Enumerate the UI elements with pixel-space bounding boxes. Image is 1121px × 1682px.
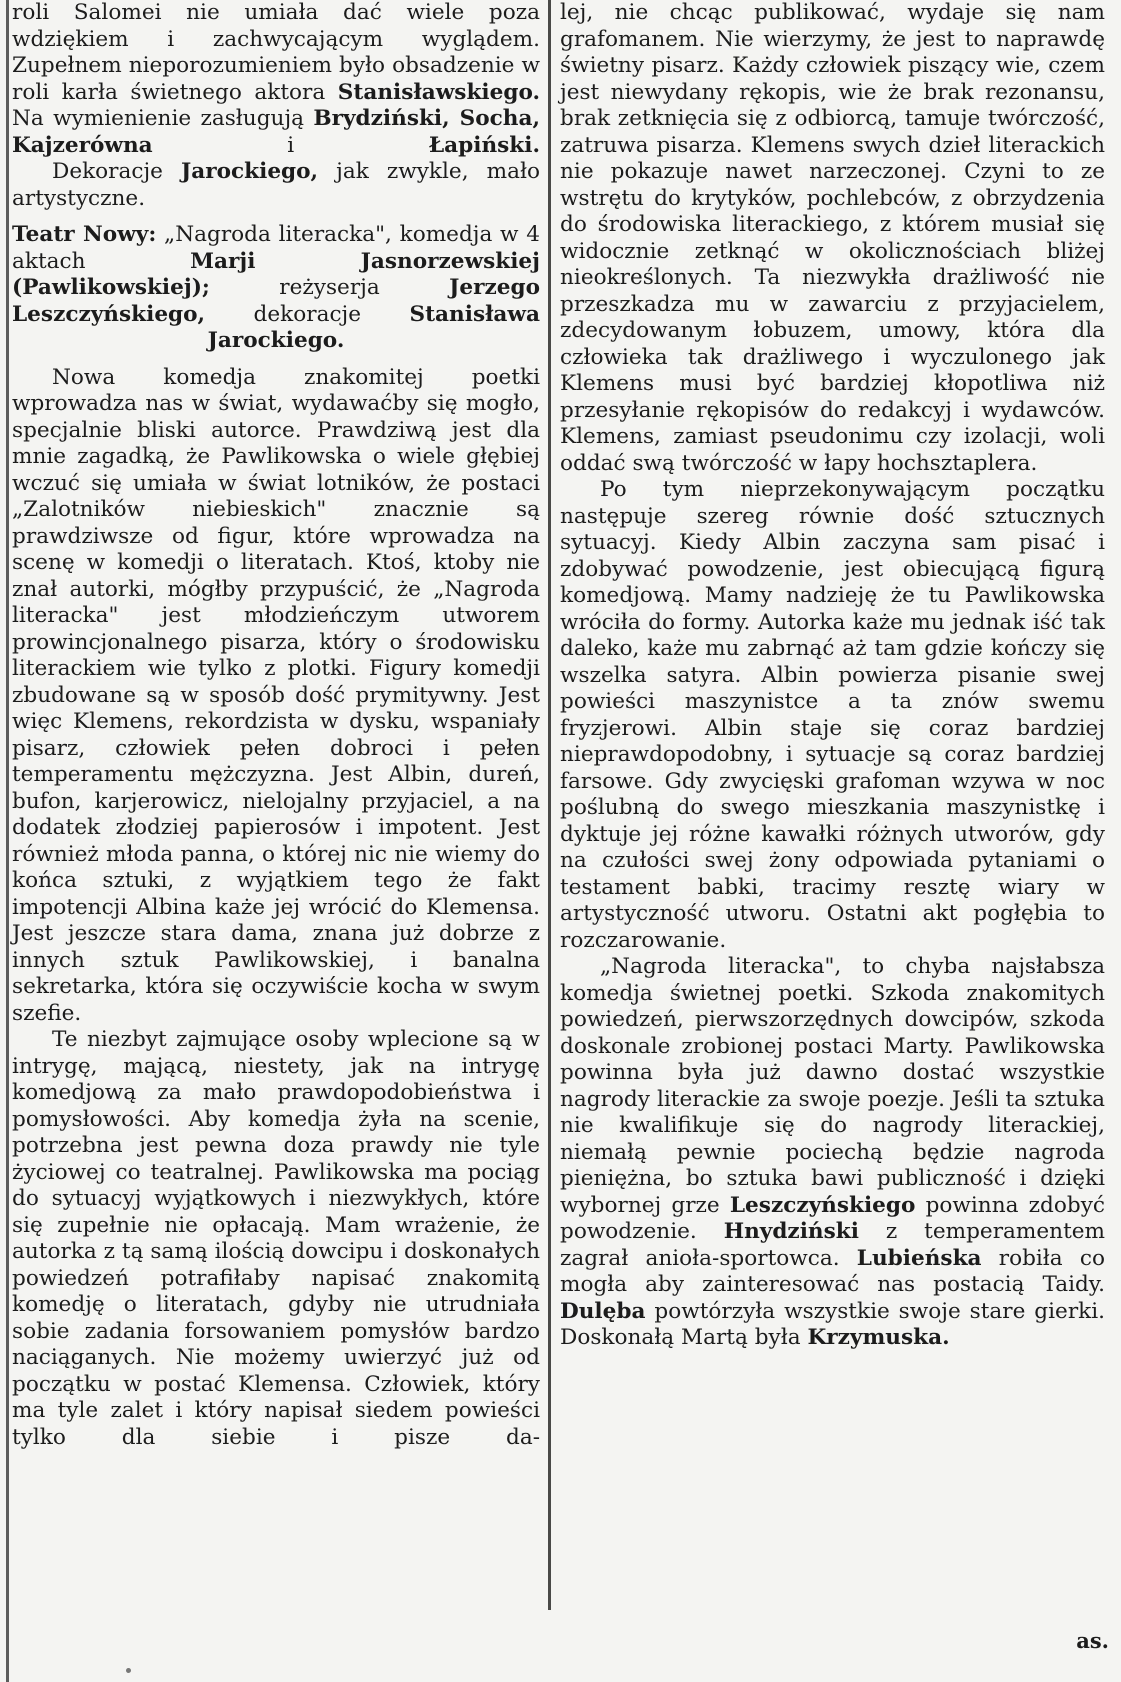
print-speck [126,1668,131,1673]
review-heading: Teatr Nowy: „Nagroda literacka", komedja w 4 aktach Marji Jasnorzewskiej (Pawlikowskiej); reżyserja Jerzego Leszczyńskiego, dekoracje Stanisława Jarockiego. [12,222,541,353]
paragraph-conclusion: „Nagroda literacka", to chyba najsłabsza komedja świetnej poetki. Szkoda znakomitych powiedzeń, pierwszorzędnych dowcipów, szkoda doskonale zrobionej postaci Marty. Pawlikowska powinna była już dawno dostać wszystkie nagrody literackie za swoje poezje. Jeśli ta sztuka nie kwalifikuje się do nagrody literackiej, niemałą pewnie pociechą będzie nagroda pieniężna, bo sztuka bawi publiczność i dzięki wybornej grze Leszczyńskiego powinna zdobyć powodzenie. Hnydziński z temperamentem zagrał anioła-sportowca. Lubieńska robiła co mogła aby zainteresować nas postacią Taidy. Dulęba powtórzyła wszystkie swoje stare gierki. Doskonałą Martą była Krzymuska. [560,954,1106,1350]
left-margin-rule [6,0,9,1682]
paragraph-review-intro: Nowa komedja znakomitej poetki wprowadza nas w świat, wydawaćby się mogło, specjalnie bliski autorce. Prawdziwą jest dla mnie zagadką, że Pawlikowska o wiele głębiej wczuć się umiała w świat lotników, że postaci „Zalotników niebieskich" znacznie są prawdziwsze od figur, które wprowadza na scenę w komedji o literatach. Ktoś, ktoby nie znał autorki, mógłby przypuścić, że „Nagroda literacka" jest młodzieńczym utworem prowincjonalnego pisarza, który o środowisku literackiem wie tylko z plotki. Figury komedji zbudowane są w sposób dość prymitywny. Jest więc Klemens, rekordzista w dysku, wspaniały pisarz, człowiek pełen dobroci i pełen temperamentu mężczyzna. Jest Albin, dureń, bufon, karjerowicz, nielojalny przyjaciel, a na dodatek złodziej papierosów i impotent. Jest również młoda panna, o której nic nie wiemy do końca sztuki, z wyjątkiem tego że fakt impotencji Albina każe jej wrócić do Klemensa. Jest jeszcze stara dama, znana już dobrze z innych sztuk Pawlikowskiej, i banalna sekretarka, która się oczywiście kocha w swym szefie. [12,364,540,1026]
column-divider-rule [548,0,551,1610]
paragraph-decorations: Dekoracje Jarockiego, jak zwykle, mało artystyczne. [12,159,540,211]
paragraph-albin: Po tym nieprzekonywającym początku następuje szereg równie dość sztucznych sytuacyj. Kiedy Albin zaczyna sam pisać i zdobywać powodzenie, jest obiecującą figurą komedjową. Mamy nadzieję że tu Pawlikowska wróciła do formy. Autorka każe mu jednak iść tak daleko, każe mu zabrnąć aż tam gdzie kończy się wszelka satyra. Albin powierza pisanie swej powieści maszynistce a ta znów swemu fryzjerowi. Albin staje się coraz bardziej nieprawdopodobny, i sytuacje są coraz bardziej farsowe. Gdy zwycięski grafoman wzywa w noc poślubną do swego mieszkania maszynistkę i dyktuje jej różne kawałki różnych utworów, gdy na czułości swej żony odpowiada pytaniami o testament babki, tracimy resztę wiary w artystyczność utworu. Ostatni akt pogłębia to rozczarowanie. [560,477,1105,953]
paragraph-klemens: lej, nie chcąc publikować, wydaje się nam grafomanem. Nie wierzymy, że jest to naprawdę świetny pisarz. Każdy człowiek piszący wie, czem jest niewydany rękopis, wie że brak rezonansu, brak zetknięcia się z odbiorcą, tamuje twórczość, zatruwa pisarza. Klemens swych dzieł literackich nie pokazuje nawet narzeczonej. Czyni to ze wstrętu do krytyków, pochlebców, z obrzydzenia do środowiska literackiego, z którem musiał się widocznie zetknąć w okolicznościach bliżej nieokreślonych. Ta niezwykła drażliwość nie przeszkadza mu w zawarciu z przyjacielem, zdecydowanym łobuzem, umowy, która dla człowieka tak drażliwego i wyczulonego jak Klemens musi być bardziej kłopotliwa niż przesyłanie rękopisów do redakcyj i wydawców. Klemens, zamiast pseudonimu czy izolacji, woli oddać swą twórczość w łapy hochsztaplera. [560,0,1105,476]
left-column [12,0,540,1451]
paragraph-salome: roli Salomei nie umiała dać wiele poza wdziękiem i zachwycającym wyglądem. Zupełnem nieporozumieniem było obsadzenie w roli karła świetnego aktora Stanisławskiego. Na wymienienie zasługują Brydziński, Socha, Kajzerówna i Łapiński. [12,0,541,158]
paragraph-intrigue: Te niezbyt zajmujące osoby wplecione są w intrygę, mającą, niestety, jak na intrygę komedjową za mało prawdopodobieństwa i pomysłowości. Aby komedja żyła na scenie, potrzebna jest pewna doza prawdy nie tyle życiowej co teatralnej. Pawlikowska ma pociąg do sytuacyj wyjątkowych i niezwykłych, które się zupełnie nie opłacają. Mam wrażenie, że autorka z tą samą ilością dowcipu i doskonałych powiedzeń potrafiłaby napisać znakomitą komedję o literatach, gdyby nie utrudniała sobie zadania forsowaniem pomysłów bardzo naciąganych. Nie możemy uwierzyć już od początku w postać Klemensa. Człowiek, który ma tyle zalet i który napisał siedem powieści tylko dla siebie i pisze da- [12,1027,540,1450]
right-column [560,0,1105,1352]
author-signature: as. [1076,1628,1109,1653]
